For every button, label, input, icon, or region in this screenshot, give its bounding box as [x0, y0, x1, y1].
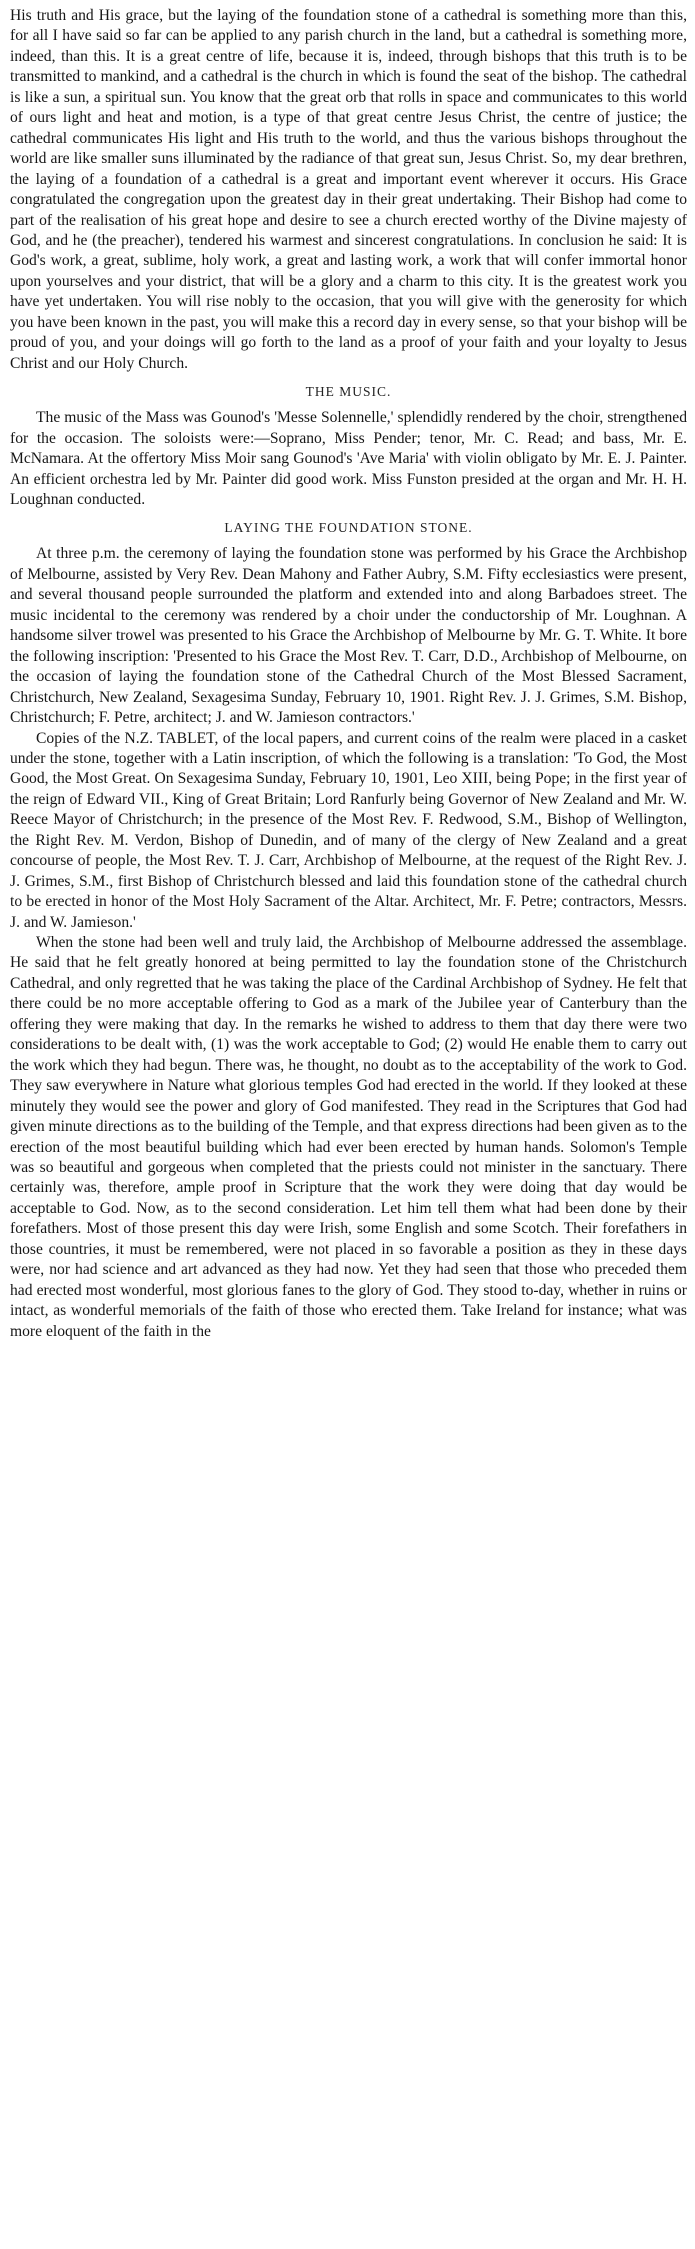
section-heading-laying-stone: LAYING THE FOUNDATION STONE.: [224, 520, 473, 536]
article-paragraph-ceremony: At three p.m. the ceremony of laying the foundation stone was performed by his Grace the Archbishop of Melbourne, assisted by Very Rev. Dean Mahony and Father Aubry, S.M. Fifty ecclesiastics were present, and several thousand people surrounded the platform and extended into and along Barbadoes street. The music incidental to the ceremony was rendered by a choir under the conductorship of Mr. Loughnan. A handsome silver trowel was presented to his Grace the Archbishop of Melbourne by Mr. G. T. White. It bore the following inscription: 'Presented to his Grace the Most Rev. T. Carr, D.D., Archbishop of Melbourne, on the occasion of laying the foundation stone of the Cathedral Church of the Most Blessed Sacrament, Christchurch, New Zealand, Sexagesima Sunday, February 10, 1901. Right Rev. J. J. Grimes, S.M. Bishop, Christchurch; F. Petre, architect; J. and W. Jamieson contractors.': [10, 545, 687, 727]
article-paragraph-music: The music of the Mass was Gounod's 'Messe Solennelle,' splendidly rendered by the choir, strengthened for the occasion. The soloists were:—Soprano, Miss Pender; tenor, Mr. C. Read; and bass, Mr. E. McNamara. At the offertory Miss Moir sang Gounod's 'Ave Maria' with violin obligato by Mr. E. J. Painter. An efficient orchestra led by Mr. Painter did good work. Miss Funston presided at the organ and Mr. H. H. Loughnan conducted.: [10, 409, 687, 508]
article-paragraph-archbishop-address: When the stone had been well and truly laid, the Archbishop of Melbourne addressed the assemblage. He said that he felt greatly honored at being permitted to lay the foundation stone of the Christchurch Cathedral, and only regretted that he was taking the place of the Cardinal Archbishop of Sydney. He felt that there could be no more acceptable offering to God as a mark of the Jubilee year of Canterbury than the offering they were making that day. In the remarks he wished to address to them that day there were two considerations to be dealt with, (1) was the work acceptable to God; (2) would He enable them to carry out the work which they had begun. There was, he thought, no doubt as to the acceptability of the work to God. They saw everywhere in Nature what glorious temples God had erected in the world. If they looked at these minutely they would see the power and glory of God manifested. They read in the Scriptures that God had given minute directions as to the building of the Temple, and that express directions had been given as to the erection of the most beautiful building which had ever been erected by human hands. Solomon's Temple was so beautiful and gorgeous when completed that the priests could not minister in the sanctuary. There certainly was, therefore, ample proof in Scripture that the work they were doing that day would be acceptable to God. Now, as to the second consideration. Let him tell them what had been done by their forefathers. Most of those present this day were Irish, some English and some Scotch. Their forefathers in those countries, it must be remembered, were not placed in so favorable a position as they in these days were, nor had science and art advanced as they had now. Yet they had seen that those who preceded them had erected most wonderful, most glorious fanes to the glory of God. They stood to-day, whether in ruins or intact, as wonderful memorials of the faith of those who erected them. Take Ireland for instance; what was more eloquent of the faith in the: [10, 934, 687, 1340]
article-paragraph-inscription: Copies of the N.Z. TABLET, of the local papers, and current coins of the realm were placed in a casket under the stone, together with a Latin inscription, of which the following is a translation: 'To God, the Most Good, the Most Great. On Sexagesima Sunday, February 10, 1901, Leo XIII, being Pope; in the first year of the reign of Edward VII., King of Great Britain; Lord Ranfurly being Governor of New Zealand and Mr. W. Reece Mayor of Christchurch; in the presence of the Most Rev. F. Redwood, S.M., Bishop of Wellington, the Right Rev. M. Verdon, Bishop of Dunedin, and of many of the clergy of New Zealand and a great concourse of people, the Most Rev. T. J. Carr, Archbishop of Melbourne, at the request of the Right Rev. J. J. Grimes, S.M., first Bishop of Christchurch blessed and laid this foundation stone of the cathedral church to be erected in honor of the Most Holy Sacrament of the Altar. Architect, Mr. F. Petre; contractors, Messrs. J. and W. Jamieson.': [10, 729, 687, 931]
section-heading-music: THE MUSIC.: [305, 384, 392, 400]
article-column: [10, 6, 687, 1342]
article-paragraph-sermon-conclusion: His truth and His grace, but the laying of the foundation stone of a cathedral is something more than this, for all I have said so far can be applied to any parish church in the land, but a cathedral is something more, indeed, than this. It is a great centre of life, because it is, indeed, through bishops that this truth is to be transmitted to mankind, and a cathedral is the church in which is found the seat of the bishop. The cathedral is like a sun, a spiritual sun. You know that the great orb that rolls in space and communicates to this world of ours light and heat and motion, is a type of that great centre Jesus Christ, the centre of justice; the cathedral communicates His light and His truth to the world, and thus the various bishops throughout the world are like smaller suns illuminated by the radiance of that great sun, Jesus Christ. So, my dear brethren, the laying of a foundation of a cathedral is a great and important event wherever it occurs. His Grace congratulated the congregation upon the greatest day in their great undertaking. Their Bishop had come to part of the realisation of his great hope and desire to see a church erected worthy of the Divine majesty of God, and he (the preacher), tendered his warmest and sincerest congratulations. In conclusion he said: It is God's work, a great, sublime, holy work, a great and lasting work, a work that will confer immortal honor upon yourselves and your district, that will be a glory and a charm to this city. It is the greatest work you have yet undertaken. You will rise nobly to the occasion, that you will give with the generosity for which you have been known in the past, you will make this a record day in every sense, so that your bishop will be proud of you, and your doings will go forth to the land as a proof of your faith and your loyalty to Jesus Christ and our Holy Church.: [10, 7, 687, 372]
